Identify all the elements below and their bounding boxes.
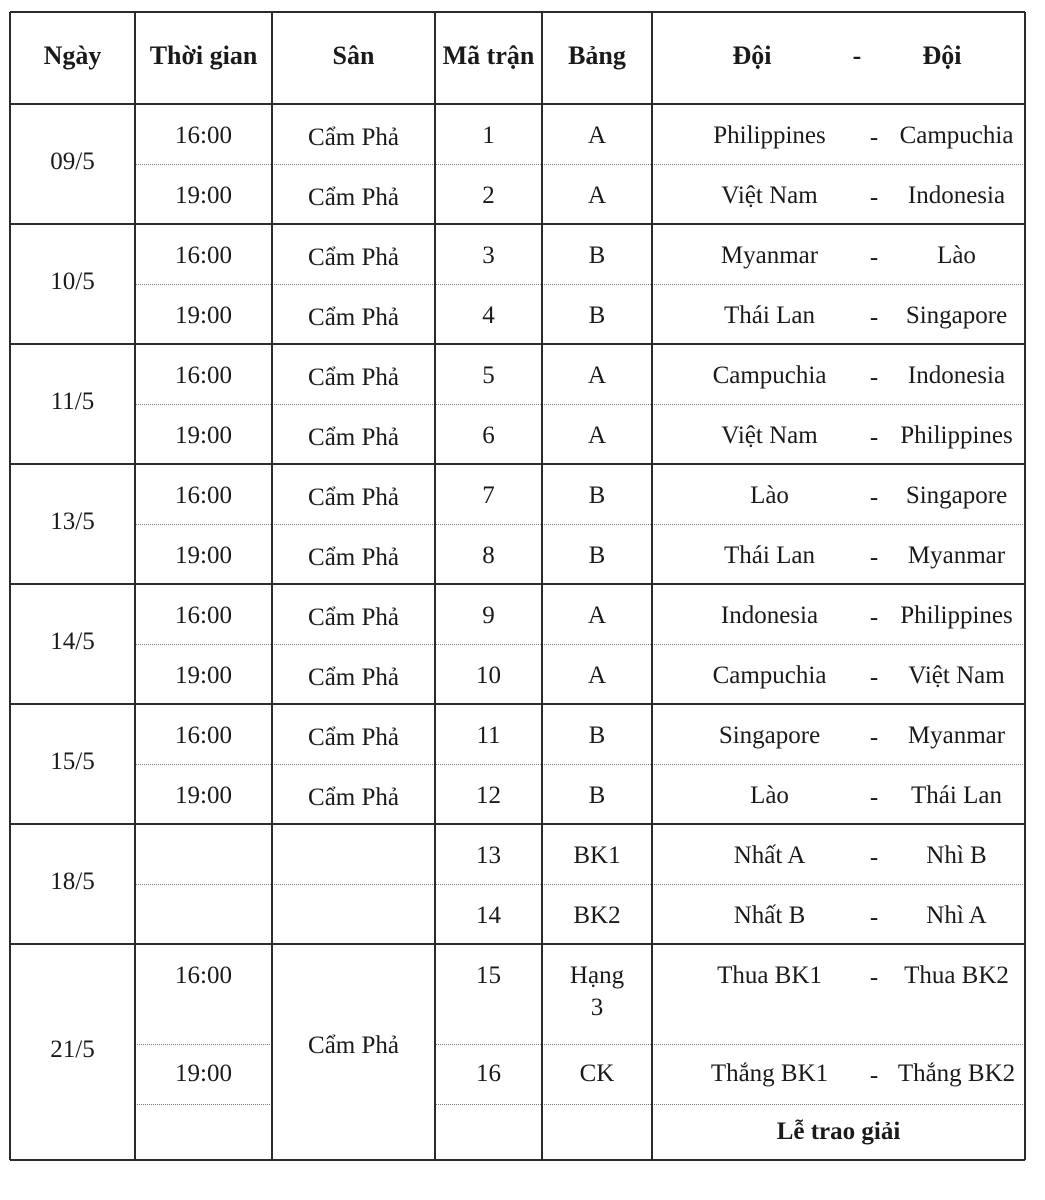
header-divider xyxy=(10,103,1025,105)
venue-cell: Cẩm Phả xyxy=(308,244,399,271)
team-1-cell: Nhất A xyxy=(733,842,806,869)
team-separator: - xyxy=(869,424,879,451)
venue-cell: Cẩm Phả xyxy=(308,664,399,691)
table-bottom-border xyxy=(10,1159,1025,1161)
venue-cell: Cẩm Phả xyxy=(308,184,399,211)
team-1-cell: Philippines xyxy=(713,122,826,149)
team-separator: - xyxy=(869,1062,879,1089)
time-cell xyxy=(135,842,272,872)
team-2-cell: Philippines xyxy=(900,602,1013,629)
match-number-cell: 16 xyxy=(476,1060,501,1087)
column-divider xyxy=(134,12,136,1160)
group-cell: A xyxy=(587,122,607,149)
time-cell: 16:00 xyxy=(175,722,232,749)
venue-cell: Cẩm Phả xyxy=(308,544,399,571)
venue-cell: Cẩm Phả xyxy=(308,784,399,811)
date-cell: 10/5 xyxy=(50,268,95,295)
day-divider xyxy=(10,703,1025,705)
match-number-cell: 8 xyxy=(482,542,495,569)
team-1-cell: Thái Lan xyxy=(724,302,815,329)
team-2-cell: Thắng BK2 xyxy=(897,1060,1016,1087)
award-ceremony-cell: Lễ trao giải xyxy=(776,1118,901,1145)
time-cell: 19:00 xyxy=(175,422,232,449)
row-divider-dotted xyxy=(135,1044,272,1045)
column-divider xyxy=(434,12,436,1160)
group-cell: A xyxy=(587,602,607,629)
date-cell: 13/5 xyxy=(50,508,95,535)
match-number-cell: 2 xyxy=(482,182,495,209)
team-separator: - xyxy=(869,724,879,751)
column-divider xyxy=(651,12,653,1160)
venue-cell: Cẩm Phả xyxy=(308,724,399,751)
team-2-cell: Philippines xyxy=(900,422,1013,449)
team-separator: - xyxy=(869,184,879,211)
team-2-cell: Việt Nam xyxy=(908,662,1005,689)
time-cell: 16:00 xyxy=(175,122,232,149)
venue-cell: Cẩm Phả xyxy=(308,124,399,151)
date-cell: 18/5 xyxy=(50,868,95,895)
time-cell: 19:00 xyxy=(175,302,232,329)
table-left-border xyxy=(9,12,11,1160)
team-separator: - xyxy=(869,124,879,151)
team-2-cell: Nhì B xyxy=(926,842,987,869)
team-1-cell: Việt Nam xyxy=(721,182,818,209)
venue-cell: Cẩm Phả xyxy=(308,484,399,511)
venue-cell: Cẩm Phả xyxy=(308,604,399,631)
group-cell: A xyxy=(587,362,607,389)
team-separator: - xyxy=(869,364,879,391)
team-1-cell: Campuchia xyxy=(712,362,827,389)
date-cell: 09/5 xyxy=(50,148,95,175)
team-2-cell: Thái Lan xyxy=(911,782,1002,809)
team-2-cell: Campuchia xyxy=(899,122,1014,149)
match-number-cell: 15 xyxy=(476,962,501,989)
day-divider xyxy=(10,823,1025,825)
group-cell: B xyxy=(588,782,606,809)
match-number-cell: 5 xyxy=(482,362,495,389)
row-divider-dotted xyxy=(435,1104,1025,1105)
day-divider xyxy=(10,223,1025,225)
time-cell: 19:00 xyxy=(175,662,232,689)
time-cell: 16:00 xyxy=(175,362,232,389)
header-team-2: Đội xyxy=(922,41,962,70)
match-number-cell: 12 xyxy=(476,782,501,809)
time-cell: 19:00 xyxy=(175,782,232,809)
team-1-cell: Thua BK1 xyxy=(717,962,822,989)
match-number-cell: 4 xyxy=(482,302,495,329)
team-2-cell: Singapore xyxy=(905,302,1008,329)
team-1-cell: Việt Nam xyxy=(721,422,818,449)
team-2-cell: Thua BK2 xyxy=(904,962,1009,989)
team-separator: - xyxy=(869,664,879,691)
team-1-cell: Lào xyxy=(750,482,789,509)
team-2-cell: Indonesia xyxy=(907,182,1006,209)
match-number-cell: 6 xyxy=(482,422,495,449)
venue-cell: Cẩm Phả xyxy=(308,304,399,331)
time-cell: 16:00 xyxy=(175,962,232,989)
date-cell: 15/5 xyxy=(50,748,95,775)
group-cell: BK1 xyxy=(573,842,621,869)
row-divider-dotted xyxy=(135,764,1025,765)
group-cell: Hạng xyxy=(569,962,625,989)
match-number-cell: 7 xyxy=(482,482,495,509)
time-cell: 19:00 xyxy=(175,542,232,569)
time-cell: 19:00 xyxy=(175,1060,232,1087)
column-divider xyxy=(271,12,273,1160)
venue-cell xyxy=(272,904,435,934)
team-1-cell: Singapore xyxy=(718,722,821,749)
team-separator: - xyxy=(869,304,879,331)
day-divider xyxy=(10,463,1025,465)
row-divider-dotted xyxy=(135,1104,272,1105)
team-2-cell: Myanmar xyxy=(907,542,1006,569)
time-cell: 16:00 xyxy=(175,482,232,509)
group-cell: B xyxy=(588,542,606,569)
group-cell: BK2 xyxy=(573,902,621,929)
group-cell: A xyxy=(587,182,607,209)
time-cell: 16:00 xyxy=(175,602,232,629)
row-divider-dotted xyxy=(135,404,1025,405)
day-divider xyxy=(10,943,1025,945)
team-1-cell: Thắng BK1 xyxy=(710,1060,829,1087)
date-cell: 11/5 xyxy=(50,388,95,415)
venue-cell: Cẩm Phả xyxy=(308,364,399,391)
group-cell: B xyxy=(588,722,606,749)
team-2-cell: Indonesia xyxy=(907,362,1006,389)
team-separator: - xyxy=(869,604,879,631)
table-right-border xyxy=(1024,12,1026,1160)
header-separator: - xyxy=(852,41,862,70)
group-cell: A xyxy=(587,662,607,689)
header-time: Thời gian xyxy=(149,41,258,70)
venue-cell: Cẩm Phả xyxy=(308,1032,399,1059)
venue-cell: Cẩm Phả xyxy=(308,424,399,451)
team-separator: - xyxy=(869,844,879,871)
match-number-cell: 11 xyxy=(476,722,501,749)
day-divider xyxy=(10,583,1025,585)
match-number-cell: 10 xyxy=(476,662,501,689)
date-cell: 14/5 xyxy=(50,628,95,655)
day-divider xyxy=(10,343,1025,345)
time-cell: 16:00 xyxy=(175,242,232,269)
match-number-cell: 9 xyxy=(482,602,495,629)
column-divider xyxy=(541,12,543,1160)
header-match-number: Mã trận xyxy=(442,41,535,70)
row-divider-dotted xyxy=(135,884,1025,885)
team-1-cell: Indonesia xyxy=(720,602,819,629)
row-divider-dotted xyxy=(135,524,1025,525)
header-group: Bảng xyxy=(568,41,626,70)
group-cell: B xyxy=(588,482,606,509)
team-separator: - xyxy=(869,244,879,271)
team-separator: - xyxy=(869,964,879,991)
match-number-cell: 3 xyxy=(482,242,495,269)
team-separator: - xyxy=(869,544,879,571)
team-1-cell: Myanmar xyxy=(720,242,819,269)
team-1-cell: Lào xyxy=(750,782,789,809)
match-number-cell: 13 xyxy=(476,842,501,869)
time-cell: 19:00 xyxy=(175,182,232,209)
group-cell: B xyxy=(588,242,606,269)
group-cell-line-2: 3 xyxy=(590,994,604,1021)
row-divider-dotted xyxy=(135,644,1025,645)
team-1-cell: Nhất B xyxy=(733,902,806,929)
team-1-cell: Campuchia xyxy=(712,662,827,689)
table-top-border xyxy=(10,11,1025,13)
row-divider-dotted xyxy=(135,164,1025,165)
team-2-cell: Lào xyxy=(937,242,976,269)
date-cell: 21/5 xyxy=(50,1036,95,1063)
group-cell: CK xyxy=(579,1060,615,1087)
team-separator: - xyxy=(869,784,879,811)
row-divider-dotted xyxy=(135,284,1025,285)
team-separator: - xyxy=(869,904,879,931)
time-cell xyxy=(135,902,272,932)
header-venue: Sân xyxy=(332,41,375,70)
venue-cell xyxy=(272,844,435,874)
match-number-cell: 14 xyxy=(476,902,501,929)
row-divider-dotted xyxy=(435,1044,1025,1045)
header-team-1: Đội xyxy=(732,41,772,70)
header-date: Ngày xyxy=(43,41,102,70)
group-cell: B xyxy=(588,302,606,329)
group-cell: A xyxy=(587,422,607,449)
team-separator: - xyxy=(869,484,879,511)
match-number-cell: 1 xyxy=(482,122,495,149)
team-1-cell: Thái Lan xyxy=(724,542,815,569)
team-2-cell: Nhì A xyxy=(926,902,987,929)
team-2-cell: Myanmar xyxy=(907,722,1006,749)
team-2-cell: Singapore xyxy=(905,482,1008,509)
